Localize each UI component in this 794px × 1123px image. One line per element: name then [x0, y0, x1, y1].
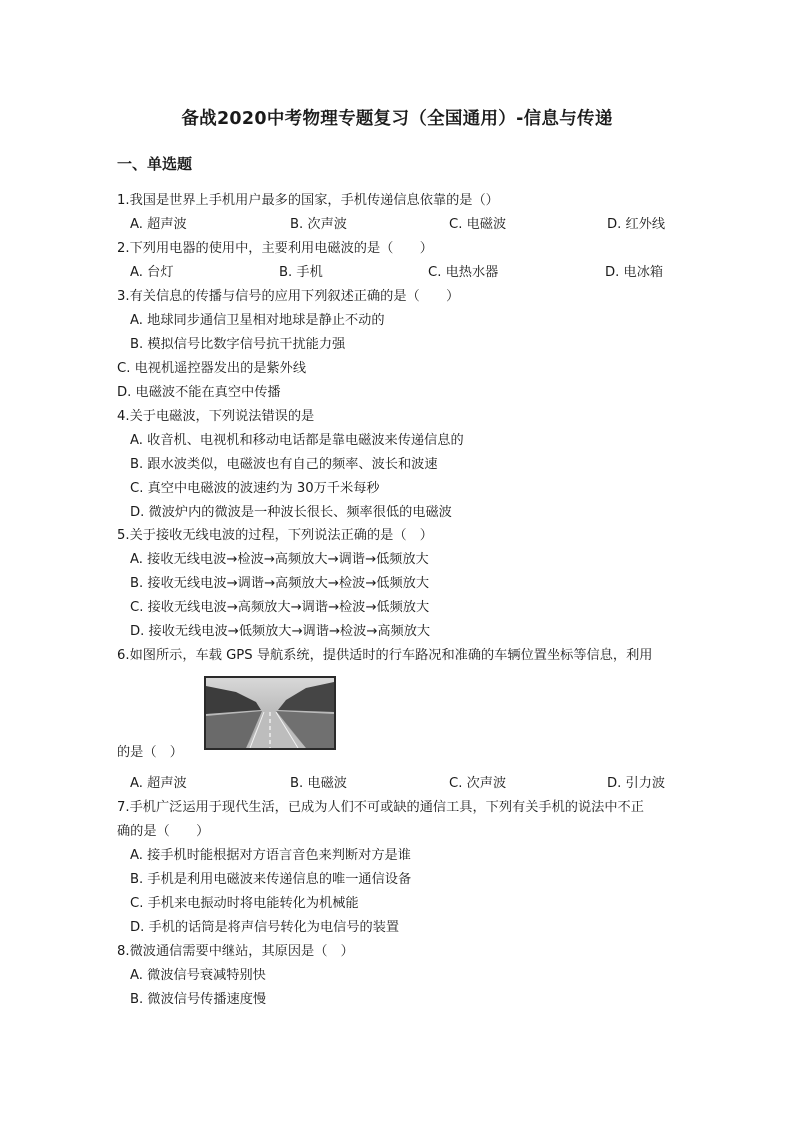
question-6-option-c[interactable]: C. 次声波 — [449, 776, 507, 791]
question-1-option-a[interactable]: A. 超声波 — [130, 217, 187, 232]
question-5-option-a[interactable]: A. 接收无线电波→检波→高频放大→调谐→低频放大 — [130, 552, 429, 567]
question-5-option-c[interactable]: C. 接收无线电波→高频放大→调谐→检波→低频放大 — [130, 600, 430, 615]
question-2-option-c[interactable]: C. 电热水器 — [428, 265, 499, 280]
page-title: 备战2020中考物理专题复习（全国通用）-信息与传递 — [181, 109, 613, 129]
question-7-option-c[interactable]: C. 手机来电振动时将电能转化为机械能 — [130, 896, 359, 911]
question-6-option-b[interactable]: B. 电磁波 — [290, 776, 347, 791]
question-7-option-b[interactable]: B. 手机是利用电磁波来传递信息的唯一通信设备 — [130, 872, 412, 887]
question-5-stem: 5.关于接收无线电波的过程，下列说法正确的是（ ） — [117, 528, 433, 543]
question-8-option-b[interactable]: B. 微波信号传播速度慢 — [130, 992, 267, 1007]
question-4-option-a[interactable]: A. 收音机、电视机和移动电话都是靠电磁波来传递信息的 — [130, 433, 464, 448]
question-3-option-a[interactable]: A. 地球同步通信卫星相对地球是静止不动的 — [130, 313, 385, 328]
question-1-option-d[interactable]: D. 红外线 — [607, 217, 666, 232]
question-3-option-d[interactable]: D. 电磁波不能在真空中传播 — [117, 385, 281, 400]
question-3-option-c[interactable]: C. 电视机遥控器发出的是紫外线 — [117, 361, 307, 376]
question-5-option-d[interactable]: D. 接收无线电波→低频放大→调谐→检波→高频放大 — [130, 624, 431, 639]
question-2-stem: 2.下列用电器的使用中，主要利用电磁波的是（ ） — [117, 241, 433, 256]
question-7-stem-continued: 确的是（ ） — [117, 824, 210, 839]
question-6-option-d[interactable]: D. 引力波 — [607, 776, 666, 791]
question-1-option-c[interactable]: C. 电磁波 — [449, 217, 507, 232]
question-8-option-a[interactable]: A. 微波信号衰减特别快 — [130, 968, 266, 983]
question-4-stem: 4.关于电磁波，下列说法错误的是 — [117, 409, 315, 424]
question-6-stem: 6.如图所示，车载 GPS 导航系统，提供适时的行车路况和准确的车辆位置坐标等信息，利用 — [117, 648, 653, 663]
question-4-option-d[interactable]: D. 微波炉内的微波是一种波长很长、频率很低的电磁波 — [130, 505, 452, 520]
question-4-option-b[interactable]: B. 跟水波类似，电磁波也有自己的频率、波长和波速 — [130, 457, 438, 472]
question-7-option-d[interactable]: D. 手机的话筒是将声信号转化为电信号的装置 — [130, 920, 400, 935]
question-2-option-d[interactable]: D. 电冰箱 — [605, 265, 664, 280]
question-8-stem: 8.微波通信需要中继站，其原因是（ ） — [117, 944, 354, 959]
question-1-stem: 1.我国是世界上手机用户最多的国家，手机传递信息依靠的是（） — [117, 193, 499, 208]
gps-navigation-photo — [204, 676, 336, 750]
question-5-option-b[interactable]: B. 接收无线电波→调谐→高频放大→检波→低频放大 — [130, 576, 430, 591]
question-2-option-b[interactable]: B. 手机 — [279, 265, 323, 280]
question-3-option-b[interactable]: B. 模拟信号比数字信号抗干扰能力强 — [130, 337, 346, 352]
question-7-option-a[interactable]: A. 接手机时能根据对方语言音色来判断对方是谁 — [130, 848, 411, 863]
question-2-option-a[interactable]: A. 台灯 — [130, 265, 174, 280]
section-heading: 一、单选题 — [117, 155, 193, 173]
question-6-stem-continued: 的是（ ） — [117, 745, 183, 760]
question-4-option-c[interactable]: C. 真空中电磁波的波速约为 30万千米每秒 — [130, 481, 380, 496]
question-3-stem: 3.有关信息的传播与信号的应用下列叙述正确的是（ ） — [117, 289, 460, 304]
question-6-option-a[interactable]: A. 超声波 — [130, 776, 187, 791]
question-1-option-b[interactable]: B. 次声波 — [290, 217, 347, 232]
question-7-stem: 7.手机广泛运用于现代生活，已成为人们不可或缺的通信工具，下列有关手机的说法中不正 — [117, 800, 644, 815]
gps-road-image — [206, 678, 334, 748]
